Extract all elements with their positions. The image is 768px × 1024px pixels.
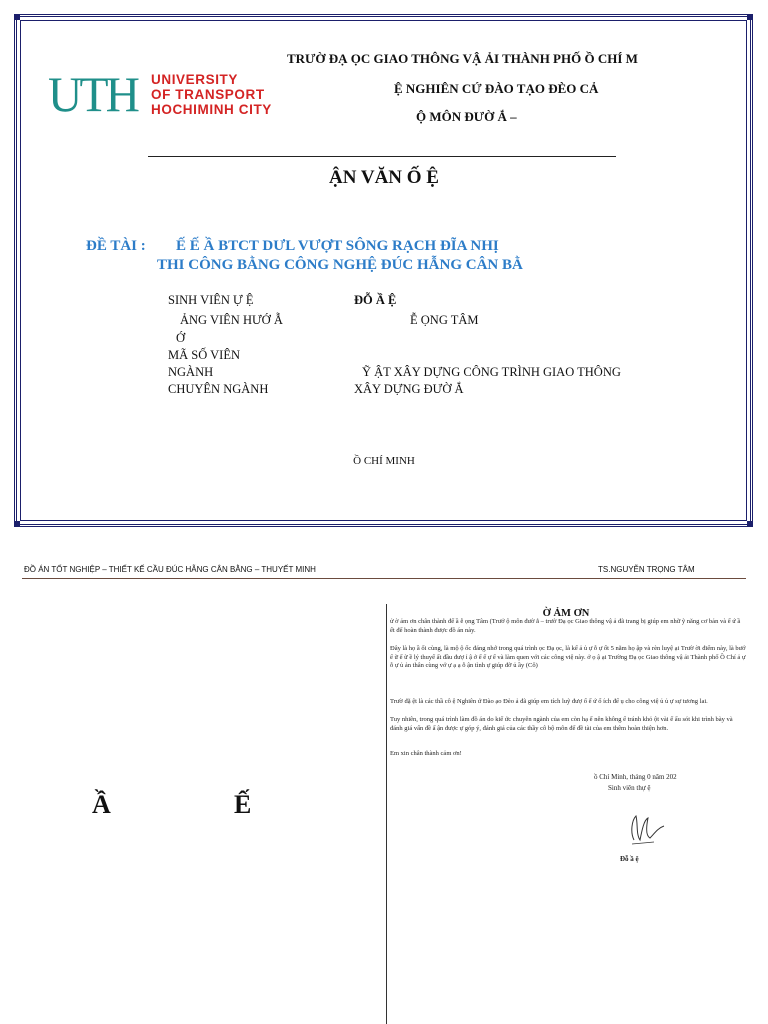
signer-name: Đỗ ầ ệ <box>620 855 639 863</box>
uth-logo-mark: UTH <box>48 66 138 122</box>
advisor-label: ẢNG VIÊN HƯỚ Ẫ <box>180 313 283 327</box>
acknowledgement-paragraph: Trườ đặ ệt là các thầ cô ệ Nghiên ứ Đào ạo Đèo ả đã giúp em tích luỹ đượ ố ế ứ ổ ích để ụ cho công việ ủ ủ ự sự tương lai. <box>390 698 708 705</box>
header-divider <box>148 156 616 157</box>
department-name: Ộ MÔN ĐƯỜ Ắ – <box>416 109 517 124</box>
signature-date: ồ Chí Minh, tháng 0 năm 202 <box>594 773 677 781</box>
handwritten-signature <box>624 810 670 850</box>
acknowledgement-paragraph: Tuy nhiên, trong quá trình làm đồ án do kiế ức chuyên ngành của em còn hạ ế nên không ể tránh khỏ ột vài ế ẩu sót khi trình bày và đánh giá vấn đề ấ ận được ự góp ý, đánh giá của các thầy cô bộ môn để đề tài của em thêm hoàn thiện hơn. <box>390 716 733 732</box>
topic-label: ĐỀ TÀI : <box>86 238 146 254</box>
document-title: ẬN VĂN Ố Ệ <box>329 167 439 188</box>
university-name: TRƯỜ ĐẠ ỌC GIAO THÔNG VẬ ẢI THÀNH PHỐ Ồ CHÍ M <box>287 51 638 66</box>
acknowledgement-paragraph: ử ờ ảm ơn chân thành đế ầ ễ ọng Tâm (Trưở ộ môn đườ ắ – trườ Đạ ọc Giao thông vậ ả đã trang bị giúp em nhữ ỹ năng cơ bản và ế ứ ầ ết để hoàn thành được đồ án này. <box>390 618 741 634</box>
institute-name: Ệ NGHIÊN CỨ ĐÀO TẠO ĐÈO CẢ <box>394 81 599 96</box>
running-header-right: TS.NGUYỄN TRỌNG TÂM <box>598 565 695 574</box>
acknowledgement-paragraph: Em xin chân thành cảm ơn! <box>390 750 462 757</box>
running-header-left: ĐỒ ÁN TỐT NGHIỆP – THIẾT KẾ CẦU ĐÚC HẪNG CÂN BẰNG – THUYẾT MINH <box>24 565 316 574</box>
acknowledgement-title: Ờ ẢM ƠN <box>542 608 590 619</box>
student-label: SINH VIÊN Ự Ệ <box>168 293 254 307</box>
topic-line-2: THI CÔNG BẰNG CÔNG NGHỆ ĐÚC HẪNG CÂN BẰ <box>157 257 523 273</box>
class-label: Ớ <box>176 331 186 345</box>
uth-logo-text <box>151 72 272 117</box>
major-label: NGÀNH <box>168 365 214 379</box>
left-heading-word-2: Ế <box>234 790 252 819</box>
city-footer: Ồ CHÍ MINH <box>353 455 415 467</box>
corner-ornament <box>14 14 20 20</box>
advisor-value: Ễ ỌNG TÂM <box>410 313 479 327</box>
logo-line-2: OF TRANSPORT <box>151 87 265 102</box>
page-column-divider <box>386 604 387 1024</box>
running-header-rule <box>22 578 746 579</box>
student-value: ĐỖ Ầ Ệ <box>354 293 397 307</box>
corner-ornament <box>14 521 20 527</box>
corner-ornament <box>747 521 753 527</box>
student-id-label: MÃ SỐ VIÊN <box>168 348 240 362</box>
major-value: Ỹ ẬT XÂY DỰNG CÔNG TRÌNH GIAO THÔNG <box>362 365 621 379</box>
acknowledgement-paragraph: Đây là họ ầ ối cùng, là mộ ộ ốc đáng nhớ trong quá trình ọc Đạ ọc, là kế ả ủ ự ỗ ự ốt 5 năm họ ập và rèn luyệ ại Trườ ời điểm này, là bướ ể ữ ế ữ ề lý thuyế ất đầu đượ ỉ ậ ở ế ế ự ế và làm quen với các công việ này. ở ọ ậ ại Trường Đạ ọc Giao thông vậ ải Thành phố Ồ Chí ả ự ỗ ự ủ ản thân cùng vớ ự ạ ạ ỗ ận tình ự giúp đỡ ủ ầy (Cô) <box>390 645 746 670</box>
logo-line-3: HOCHIMINH CITY <box>151 102 272 117</box>
topic-line-1: Ế Ế Ầ BTCT DƯL VƯỢT SÔNG RẠCH ĐĨA NHỊ <box>176 238 499 254</box>
corner-ornament <box>747 14 753 20</box>
signer-role: Sinh viên thự ệ <box>608 784 651 792</box>
specialization-value: XÂY DỰNG ĐƯỜ Ắ <box>354 382 464 396</box>
specialization-label: CHUYÊN NGÀNH <box>168 382 269 396</box>
logo-line-1: UNIVERSITY <box>151 72 239 87</box>
left-heading-word-1: Ầ <box>92 790 111 819</box>
